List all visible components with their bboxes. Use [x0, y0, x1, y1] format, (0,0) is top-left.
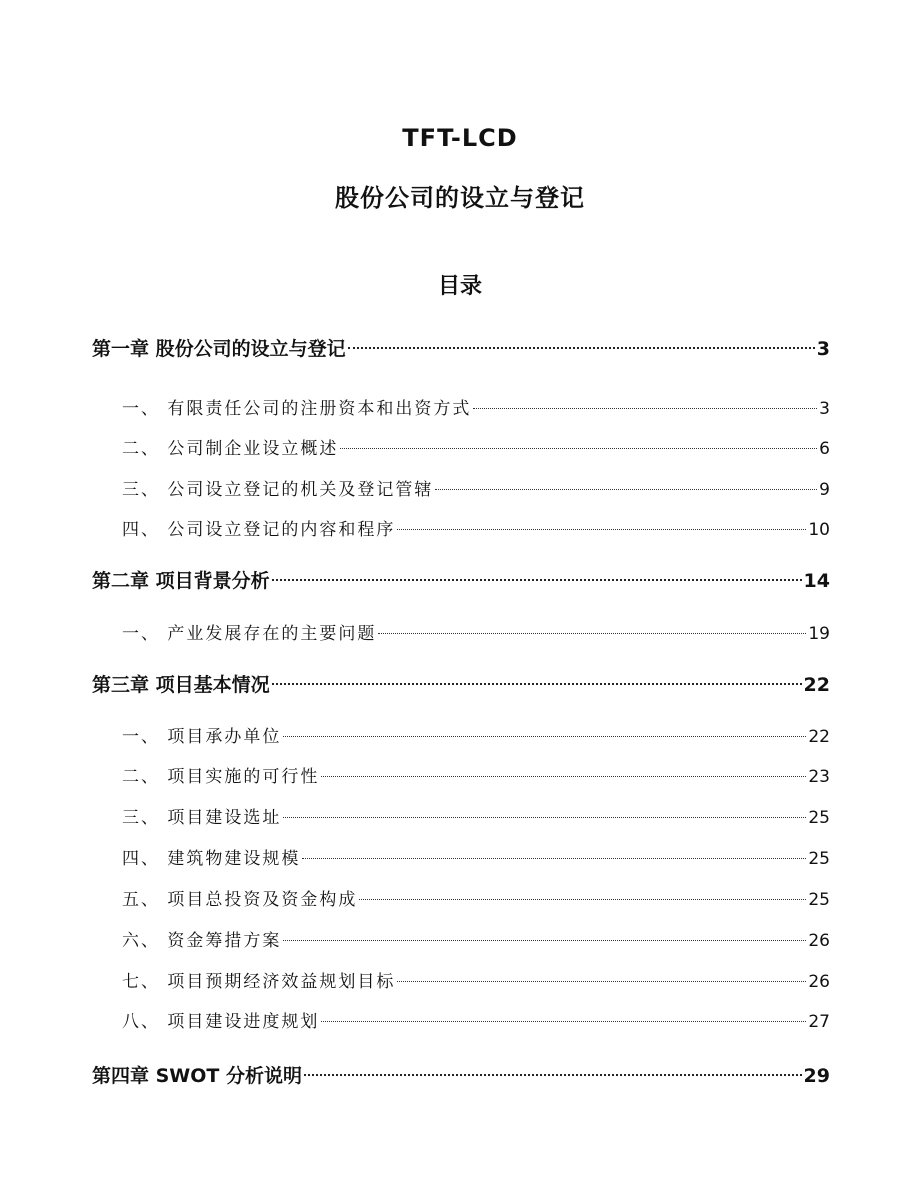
toc-entry-label: 四、 建筑物建设规模 [122, 849, 301, 869]
document-title-en: TFT-LCD [402, 124, 518, 152]
toc-entry-label: 二、 公司制企业设立概述 [122, 439, 339, 459]
toc-entry-label: 三、 公司设立登记的机关及登记管辖 [122, 480, 434, 500]
toc-entry-label: 三、 项目建设选址 [122, 808, 282, 828]
toc-chapter-4[interactable] [92, 1061, 830, 1091]
toc-entry-label: 第二章 项目背景分析 [92, 570, 270, 592]
toc-section-1-3[interactable] [122, 475, 830, 505]
toc-entry-page: 22 [808, 727, 830, 747]
dot-leader [397, 980, 806, 982]
toc-section-1-2[interactable] [122, 434, 830, 464]
document-title-cn: 股份公司的设立与登记 [335, 184, 585, 212]
toc-section-3-1[interactable] [122, 722, 830, 752]
toc-entry-page: 25 [808, 808, 830, 828]
toc-entry-page: 14 [803, 570, 830, 592]
toc-entry-page: 3 [816, 338, 830, 360]
dot-leader [304, 1072, 802, 1076]
toc-entry-label: 七、 项目预期经济效益规划目标 [122, 972, 396, 992]
toc-section-2-1[interactable] [122, 619, 830, 649]
toc-entry-page: 26 [808, 972, 830, 992]
dot-leader [359, 898, 806, 900]
toc-section-3-2[interactable] [122, 762, 830, 792]
toc-entry-page: 3 [819, 399, 830, 419]
dot-leader [272, 577, 802, 581]
toc-entry-label: 二、 项目实施的可行性 [122, 767, 320, 787]
dot-leader [378, 632, 806, 634]
toc-entry-page: 26 [808, 931, 830, 951]
toc-entry-page: 9 [819, 480, 830, 500]
toc-entry-label: 八、 项目建设进度规划 [122, 1012, 320, 1032]
dot-leader [321, 775, 806, 777]
toc-chapter-2[interactable] [92, 566, 830, 596]
dot-leader [340, 447, 817, 449]
dot-leader [283, 816, 806, 818]
dot-leader [397, 528, 806, 530]
toc-section-1-1[interactable] [122, 394, 830, 424]
toc-entry-page: 27 [808, 1012, 830, 1032]
dot-leader [473, 407, 817, 409]
toc-entry-label: 四、 公司设立登记的内容和程序 [122, 520, 396, 540]
toc-entry-page: 23 [808, 767, 830, 787]
toc-entry-page: 29 [803, 1065, 830, 1087]
toc-section-3-7[interactable] [122, 967, 830, 997]
toc-entry-label: 一、 项目承办单位 [122, 727, 282, 747]
toc-entry-label: 第四章 SWOT 分析说明 [92, 1065, 302, 1087]
toc-section-3-8[interactable] [122, 1007, 830, 1037]
toc-section-3-5[interactable] [122, 885, 830, 915]
toc-entry-page: 6 [819, 439, 830, 459]
toc-entry-page: 19 [808, 624, 830, 644]
toc-heading: 目录 [437, 274, 482, 299]
toc-section-3-4[interactable] [122, 844, 830, 874]
dot-leader [302, 857, 806, 859]
toc-entry-label: 一、 有限责任公司的注册资本和出资方式 [122, 399, 472, 419]
toc-entry-page: 22 [803, 674, 830, 696]
toc-entry-label: 第三章 项目基本情况 [92, 674, 270, 696]
dot-leader [283, 939, 806, 941]
toc-section-3-6[interactable] [122, 926, 830, 956]
toc-section-1-4[interactable] [122, 515, 830, 545]
dot-leader [435, 488, 817, 490]
dot-leader [321, 1020, 806, 1022]
toc-entry-page: 25 [808, 849, 830, 869]
toc-chapter-1[interactable] [92, 334, 830, 364]
dot-leader [283, 735, 806, 737]
toc-entry-page: 25 [808, 890, 830, 910]
toc-section-3-3[interactable] [122, 803, 830, 833]
toc-entry-label: 六、 资金筹措方案 [122, 931, 282, 951]
toc-entry-label: 第一章 股份公司的设立与登记 [92, 338, 346, 360]
toc-entry-label: 五、 项目总投资及资金构成 [122, 890, 358, 910]
toc-entry-label: 一、 产业发展存在的主要问题 [122, 624, 377, 644]
toc-entry-page: 10 [808, 520, 830, 540]
dot-leader [272, 681, 802, 685]
toc-chapter-3[interactable] [92, 670, 830, 700]
dot-leader [348, 345, 815, 349]
